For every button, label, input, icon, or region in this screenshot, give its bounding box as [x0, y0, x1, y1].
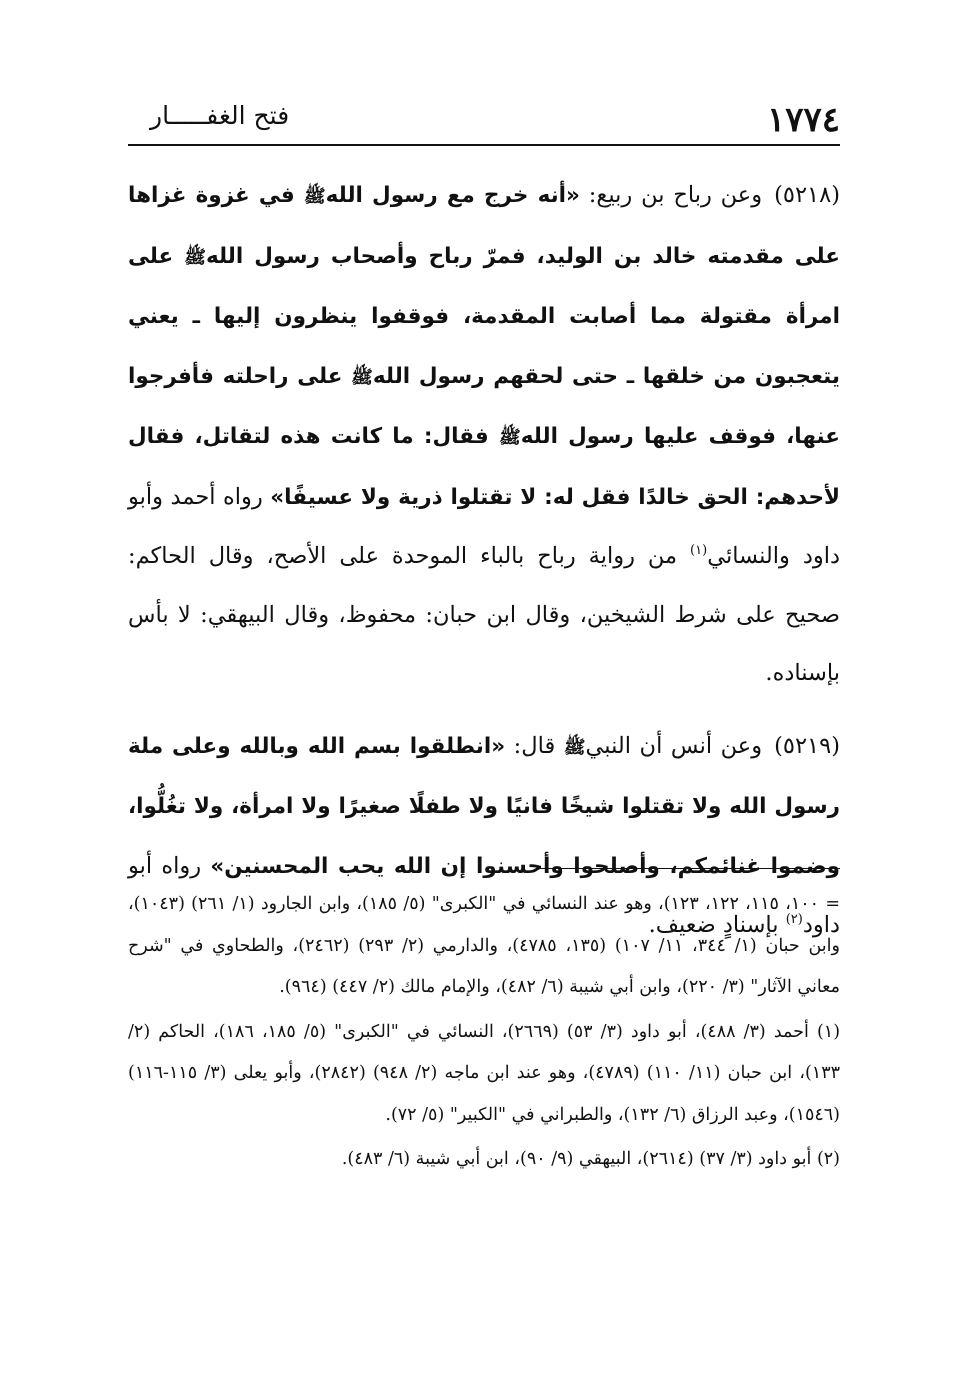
page-number: ١٧٧٤ [766, 100, 840, 140]
page-header [128, 96, 840, 152]
hadith-quote-part: في غزوة غزاها على مقدمته خالد بن الوليد، فمرّ رباح وأصحاب رسول الله [128, 183, 840, 269]
footnote-reference: (٢) [785, 912, 803, 927]
running-title: فتح الغفـــــار [150, 101, 290, 130]
footnotes [128, 884, 840, 1181]
hadith-quote-part: فقال: ما كانت هذه لتقاتل، فقال لأحدهم: الحق خالدًا فقل له: لا تقتلوا ذرية ولا عسيفًا» [128, 424, 840, 510]
footnote-reference: (١) [690, 543, 708, 558]
main-text [128, 166, 840, 955]
hadith-5218 [128, 166, 840, 703]
salawat-glyph: ﷺ [351, 366, 373, 388]
salawat-glyph: ﷺ [303, 186, 326, 207]
hadith-intro: قال: [505, 732, 564, 759]
narration-text: بإسنادٍ ضعيف. [648, 912, 786, 938]
hadith-intro: وعن أنس أن النبي [585, 732, 763, 759]
hadith-quote-part: «أنه خرج مع رسول الله [325, 183, 580, 208]
hadith-quote: «انطلقوا بسم الله وبالله وعلى ملة رسول الله ولا تقتلوا شيخًا فانيًا ولا طفلًا صغيرًا ولا امرأة، ولا تغُلُّوا، وضموا غنائمكم، وأصلحوا وأحسنوا إن الله يحب المحسنين» [128, 733, 840, 879]
footnote-2: (٢) أبو داود (٣/ ٣٧) (٢٦١٤)، البيهقي (٩/ ٩٠)، ابن أبي شيبة (٦/ ٤٨٣). [341, 1149, 840, 1169]
narration-text: رواه أبو داود [128, 852, 840, 938]
salawat-glyph: ﷺ [498, 427, 521, 448]
hadith-quote-part: على راحلته فأفرجوا عنها، فوقف عليها رسول الله [128, 363, 840, 449]
salawat-glyph: ﷺ [563, 736, 586, 758]
salawat-glyph: ﷺ [184, 246, 206, 268]
footnote-continued: = ١٠٠، ١١٥، ١٢٢، ١٢٣)، وهو عند النسائي في "الكبرى" (٥/ ١٨٥)، وابن الجارود (١/ ٢٦١) (١٠٤٣)، وابن حبان (١/ ٣٤٤، ١١/ ١٠٧) (١٣٥، ٤٧٨٥)، والدارمي (٢/ ٢٩٣) (٢٤٦٢)، والطحاوي في "شرح معاني الآثار" (٣/ ٢٢٠)، وابن أبي شيبة (٦/ ٤٨٢)، والإمام مالك (٢/ ٤٤٧) (٩٦٤). [128, 894, 840, 997]
header-rule [128, 144, 840, 146]
footnote-separator [536, 868, 840, 869]
footnote-1: (١) أحمد (٣/ ٤٨٨)، أبو داود (٣/ ٥٣) (٢٦٦٩)، النسائي في "الكبرى" (٥/ ١٨٥، ١٨٦)، الحاكم (٢/ ١٣٣)، ابن حبان (١١/ ١١٠) (٤٧٨٩)، وهو عند ابن ماجه (٢/ ٩٤٨) (٢٨٤٢)، وأبو يعلى (٣/ ١١٥-١١٦) (١٥٤٦)، وعبد الرزاق (٦/ ١٣٢)، والطبراني في "الكبير" (٥/ ٧٢). [128, 1021, 841, 1125]
hadith-intro: وعن رباح بن ربيع: [579, 182, 763, 208]
narration-text: رواه أحمد وأبو داود والنسائي [128, 483, 840, 569]
hadith-number: (٥٢١٩) [774, 732, 840, 759]
hadith-number: (٥٢١٨) [774, 182, 840, 208]
narration-text: من رواية رباح بالباء الموحدة على الأصح، وقال الحاكم: صحيح على شرط الشيخين، وقال ابن حبان: محفوظ، وقال البيهقي: لا بأس بإسناده. [128, 543, 840, 686]
hadith-quote-part: على امرأة مقتولة مما أصابت المقدمة، فوقفوا ينظرون إليها ـ يعني يتعجبون من خلقها ـ حتى لحقهم رسول الله [128, 243, 840, 389]
